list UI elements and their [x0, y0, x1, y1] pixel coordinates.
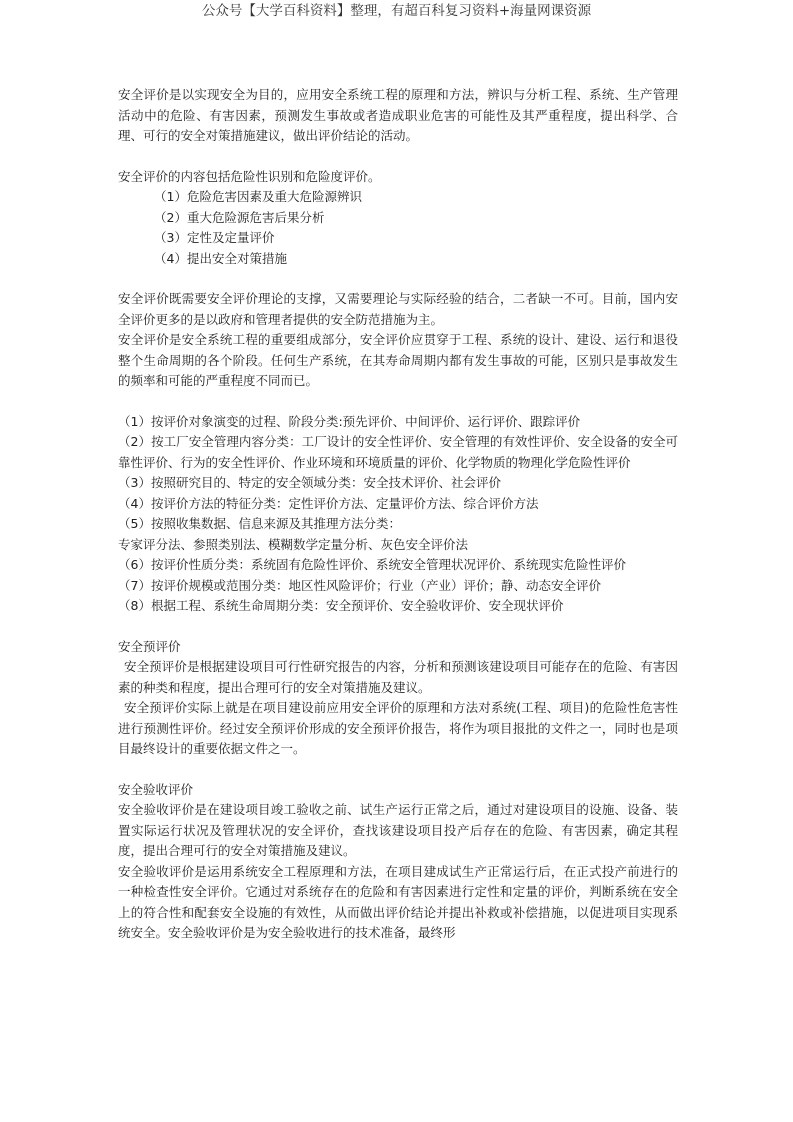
spacer: [118, 760, 678, 780]
acceptance-evaluation-heading: 安全验收评价: [118, 781, 194, 797]
classification-item: （3）按照研究目的、特定的安全领域分类：安全技术评价、社会评价: [118, 475, 501, 490]
list-item: （4）提出安全对策措施: [154, 250, 287, 266]
content-lead: 安全评价的内容包括危险性识别和危险度评价。: [118, 168, 381, 184]
classification-item: （8）根据工程、系统生命周期分类：安全预评价、安全验收评价、安全现状评价: [118, 598, 564, 613]
pre-evaluation-paragraph: 安全预评价是根据建设项目可行性研究报告的内容，分析和预测该建设项目可能存在的危险、有害因素的种类和程度，提出合理可行的安全对策措施及建议。: [118, 659, 678, 695]
spacer: [118, 269, 678, 289]
list-item: （2）重大危险源危害后果分析: [154, 209, 325, 225]
classification-list: [118, 412, 678, 617]
content-list: [118, 187, 678, 269]
pre-evaluation-heading: 安全预评价: [118, 638, 181, 654]
classification-item: （6）按评价性质分类：系统固有危险性评价、系统安全管理状况评价、系统现实危险性评价: [118, 557, 626, 572]
spacer: [118, 147, 678, 167]
definition-paragraph: 安全评价是以实现安全为目的，应用安全系统工程的原理和方法，辨识与分析工程、系统、生产管理活动中的危险、有害因素，预测发生事故或者造成职业危害的可能性及其严重程度，提出科学、合理、可行的安全对策措施建议，做出评价结论的活动。: [118, 87, 678, 143]
document-body: [118, 85, 678, 944]
classification-item: （4）按评价方法的特征分类：定性评价方法、定量评价方法、综合评价方法: [118, 495, 539, 511]
system-engineering-paragraph: 安全评价是安全系统工程的重要组成部分，安全评价应贯穿于工程、系统的设计、建设、运行和退役整个生命周期的各个阶段。任何生产系统，在其寿命周期内都有发生事故的可能，区别只是事故发生的频率和可能的严重程度不同而已。: [118, 332, 678, 388]
spacer: [118, 617, 678, 637]
classification-item: （2）按工厂安全管理内容分类：工厂设计的安全性评价、安全管理的有效性评价、安全设备的安全可靠性评价、行为的安全性评价、作业环境和环境质量的评价、化学物质的物理化学危险性评价: [118, 434, 678, 470]
page-header: 公众号【大学百科资料】整理，有超百科复习资料+海量网课资源: [201, 3, 592, 19]
spacer: [118, 392, 678, 412]
list-item: （1）危险危害因素及重大危险源辨识: [154, 189, 362, 204]
list-item: （3）定性及定量评价: [154, 230, 275, 245]
classification-item: （1）按评价对象演变的过程、阶段分类:预先评价、中间评价、运行评价、跟踪评价: [118, 413, 581, 429]
acceptance-evaluation-paragraph: 安全验收评价是运用系统安全工程原理和方法，在项目建成试生产正常运行后，在正式投产前进行的一种检查性安全评价。它通过对系统存在的危险和有害因素进行定性和定量的评价，判断系统在安全上的符合性和配套安全设施的有效性，从而做出评价结论并提出补救或补偿措施，以促进项目实现系统安全。安全验收评价是为安全验收进行的技术准备，最终形: [118, 863, 678, 940]
theory-paragraph: 安全评价既需要安全评价理论的支撑，又需要理论与实际经验的结合，二者缺一不可。目前，国内安全评价更多的是以政府和管理者提供的安全防范措施为主。: [118, 291, 678, 327]
classification-item: （5）按照收集数据、信息来源及其推理方法分类：: [118, 516, 401, 531]
classification-item: （7）按评价规模或范围分类：地区性风险评价；行业（产业）评价；静、动态安全评价: [118, 577, 601, 593]
pre-evaluation-paragraph: 安全预评价实际上就是在项目建设前应用安全评价的原理和方法对系统(工程、项目)的危险性危害性进行预测性评价。经过安全预评价形成的安全预评价报告，将作为项目报批的文件之一，同时也是项目最终设计的重要依据文件之一。: [118, 700, 678, 756]
acceptance-evaluation-paragraph: 安全验收评价是在建设项目竣工验收之前、试生产运行正常之后，通过对建设项目的设施、设备、装置实际运行状况及管理状况的安全评价，查找该建设项目投产后存在的危险、有害因素，确定其程度，提出合理可行的安全对策措施及建议。: [118, 802, 678, 858]
classification-item: 专家评分法、参照类别法、模糊数学定量分析、灰色安全评价法: [118, 536, 469, 552]
